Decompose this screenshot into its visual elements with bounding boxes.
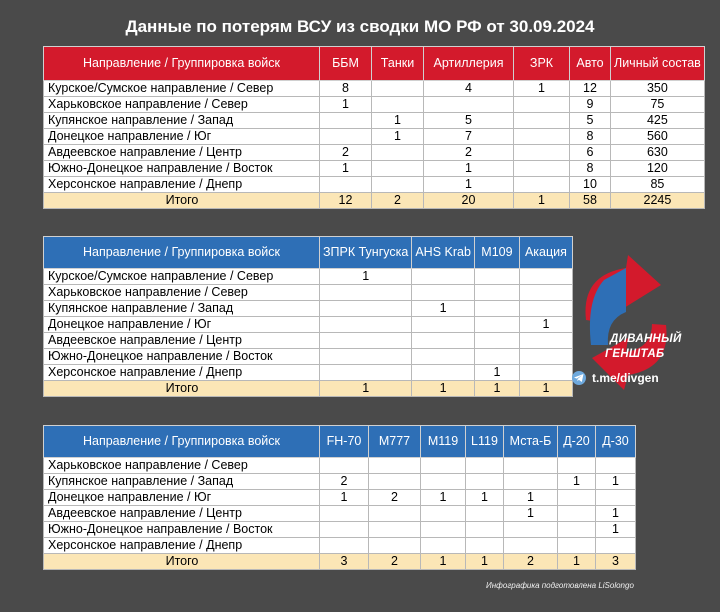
logo-text-line2: ГЕНШТАБ bbox=[605, 348, 665, 360]
total-value: 2 bbox=[504, 554, 558, 570]
direction-cell: Курское/Сумское направление / Север bbox=[44, 269, 320, 285]
column-header: Танки bbox=[372, 47, 424, 81]
column-header: AHS Krab bbox=[412, 237, 475, 269]
table-row bbox=[44, 97, 705, 113]
direction-cell: Купянское направление / Запад bbox=[44, 301, 320, 317]
value-cell: 6 bbox=[570, 145, 611, 161]
direction-cell: Авдеевское направление / Центр bbox=[44, 145, 320, 161]
table-row bbox=[44, 474, 636, 490]
value-cell bbox=[369, 538, 421, 554]
logo-text-line1: ДИВАННЫЙ bbox=[610, 333, 682, 345]
value-cell bbox=[320, 349, 412, 365]
value-cell bbox=[320, 506, 369, 522]
direction-cell: Донецкое направление / Юг bbox=[44, 317, 320, 333]
value-cell bbox=[514, 161, 570, 177]
value-cell bbox=[519, 269, 572, 285]
value-cell bbox=[596, 538, 636, 554]
value-cell: 1 bbox=[320, 269, 412, 285]
column-header-direction: Направление / Группировка войск bbox=[44, 237, 320, 269]
column-header: L119 bbox=[466, 426, 504, 458]
value-cell bbox=[466, 474, 504, 490]
value-cell: 8 bbox=[570, 129, 611, 145]
value-cell: 630 bbox=[611, 145, 705, 161]
credit-text: Инфографика подготовлена LiSolongo bbox=[486, 581, 634, 590]
value-cell bbox=[320, 333, 412, 349]
value-cell: 1 bbox=[504, 506, 558, 522]
value-cell bbox=[320, 458, 369, 474]
value-cell: 1 bbox=[424, 177, 514, 193]
value-cell: 560 bbox=[611, 129, 705, 145]
total-value: 1 bbox=[466, 554, 504, 570]
value-cell bbox=[320, 538, 369, 554]
direction-cell: Херсонское направление / Днепр bbox=[44, 177, 320, 193]
total-value: 1 bbox=[421, 554, 466, 570]
table-row bbox=[44, 177, 705, 193]
column-header: Артиллерия bbox=[424, 47, 514, 81]
table-row bbox=[44, 365, 573, 381]
value-cell bbox=[504, 458, 558, 474]
value-cell: 5 bbox=[424, 113, 514, 129]
table-row bbox=[44, 333, 573, 349]
value-cell bbox=[421, 458, 466, 474]
value-cell: 1 bbox=[372, 113, 424, 129]
value-cell bbox=[424, 97, 514, 113]
total-value: 1 bbox=[412, 381, 475, 397]
value-cell bbox=[519, 301, 572, 317]
value-cell bbox=[320, 129, 372, 145]
column-header-direction: Направление / Группировка войск bbox=[44, 47, 320, 81]
value-cell bbox=[558, 506, 596, 522]
value-cell bbox=[412, 285, 475, 301]
value-cell bbox=[372, 145, 424, 161]
direction-cell: Южно-Донецкое направление / Восток bbox=[44, 161, 320, 177]
value-cell bbox=[466, 458, 504, 474]
value-cell bbox=[372, 177, 424, 193]
table-row bbox=[44, 145, 705, 161]
table-header-row bbox=[44, 426, 636, 458]
value-cell bbox=[596, 490, 636, 506]
total-value: 2 bbox=[372, 193, 424, 209]
value-cell bbox=[372, 97, 424, 113]
total-label: Итого bbox=[44, 193, 320, 209]
value-cell: 9 bbox=[570, 97, 611, 113]
value-cell: 1 bbox=[320, 490, 369, 506]
value-cell bbox=[514, 129, 570, 145]
value-cell: 2 bbox=[320, 474, 369, 490]
value-cell bbox=[421, 474, 466, 490]
total-value: 1 bbox=[558, 554, 596, 570]
value-cell: 1 bbox=[372, 129, 424, 145]
value-cell bbox=[474, 269, 519, 285]
direction-cell: Южно-Донецкое направление / Восток bbox=[44, 349, 320, 365]
value-cell bbox=[466, 506, 504, 522]
total-row bbox=[44, 381, 573, 397]
losses-table-main bbox=[43, 46, 705, 209]
total-row bbox=[44, 554, 636, 570]
value-cell bbox=[514, 97, 570, 113]
value-cell: 1 bbox=[421, 490, 466, 506]
value-cell bbox=[514, 145, 570, 161]
value-cell bbox=[320, 522, 369, 538]
value-cell bbox=[320, 113, 372, 129]
value-cell bbox=[412, 365, 475, 381]
direction-cell: Авдеевское направление / Центр bbox=[44, 506, 320, 522]
direction-cell: Южно-Донецкое направление / Восток bbox=[44, 522, 320, 538]
value-cell bbox=[369, 522, 421, 538]
value-cell bbox=[474, 317, 519, 333]
table-row bbox=[44, 522, 636, 538]
value-cell: 85 bbox=[611, 177, 705, 193]
table-row bbox=[44, 317, 573, 333]
total-value: 58 bbox=[570, 193, 611, 209]
value-cell bbox=[466, 538, 504, 554]
losses-table-artillery-systems bbox=[43, 236, 573, 397]
column-header: Личный состав bbox=[611, 47, 705, 81]
value-cell bbox=[514, 177, 570, 193]
value-cell: 1 bbox=[596, 474, 636, 490]
column-header: Д-30 bbox=[596, 426, 636, 458]
value-cell: 425 bbox=[611, 113, 705, 129]
value-cell bbox=[596, 458, 636, 474]
table-row bbox=[44, 506, 636, 522]
value-cell bbox=[421, 506, 466, 522]
value-cell: 75 bbox=[611, 97, 705, 113]
column-header: ЗПРК Тунгуска bbox=[320, 237, 412, 269]
table-row bbox=[44, 81, 705, 97]
value-cell: 1 bbox=[474, 365, 519, 381]
value-cell bbox=[372, 81, 424, 97]
value-cell bbox=[372, 161, 424, 177]
value-cell: 1 bbox=[596, 522, 636, 538]
direction-cell: Купянское направление / Запад bbox=[44, 113, 320, 129]
direction-cell: Херсонское направление / Днепр bbox=[44, 365, 320, 381]
total-label: Итого bbox=[44, 381, 320, 397]
value-cell: 1 bbox=[596, 506, 636, 522]
total-value: 2245 bbox=[611, 193, 705, 209]
column-header: FH-70 bbox=[320, 426, 369, 458]
value-cell: 120 bbox=[611, 161, 705, 177]
value-cell bbox=[320, 285, 412, 301]
column-header: M777 bbox=[369, 426, 421, 458]
value-cell: 5 bbox=[570, 113, 611, 129]
value-cell: 8 bbox=[570, 161, 611, 177]
value-cell: 1 bbox=[519, 317, 572, 333]
value-cell bbox=[320, 177, 372, 193]
value-cell bbox=[519, 285, 572, 301]
value-cell: 1 bbox=[424, 161, 514, 177]
value-cell bbox=[369, 506, 421, 522]
table-header-row bbox=[44, 47, 705, 81]
total-value: 2 bbox=[369, 554, 421, 570]
table-row bbox=[44, 538, 636, 554]
total-value: 3 bbox=[320, 554, 369, 570]
page-title: Данные по потерям ВСУ из сводки МО РФ от 30.09.2024 bbox=[125, 17, 595, 36]
total-label: Итого bbox=[44, 554, 320, 570]
column-header: Акация bbox=[519, 237, 572, 269]
losses-table-howitzers bbox=[43, 425, 636, 570]
value-cell: 2 bbox=[424, 145, 514, 161]
telegram-link[interactable] bbox=[572, 371, 659, 385]
value-cell bbox=[504, 474, 558, 490]
value-cell: 8 bbox=[320, 81, 372, 97]
table-row bbox=[44, 113, 705, 129]
value-cell: 2 bbox=[369, 490, 421, 506]
table-row bbox=[44, 285, 573, 301]
table-row bbox=[44, 349, 573, 365]
table-row bbox=[44, 301, 573, 317]
column-header: ББМ bbox=[320, 47, 372, 81]
direction-cell: Харьковское направление / Север bbox=[44, 97, 320, 113]
value-cell: 1 bbox=[514, 81, 570, 97]
value-cell bbox=[504, 522, 558, 538]
total-value: 20 bbox=[424, 193, 514, 209]
value-cell bbox=[558, 490, 596, 506]
value-cell: 4 bbox=[424, 81, 514, 97]
table-row bbox=[44, 458, 636, 474]
column-header: M119 bbox=[421, 426, 466, 458]
value-cell bbox=[466, 522, 504, 538]
value-cell bbox=[421, 538, 466, 554]
total-value: 1 bbox=[320, 381, 412, 397]
direction-cell: Донецкое направление / Юг bbox=[44, 490, 320, 506]
direction-cell: Авдеевское направление / Центр bbox=[44, 333, 320, 349]
value-cell bbox=[474, 333, 519, 349]
total-value: 1 bbox=[474, 381, 519, 397]
total-value: 1 bbox=[519, 381, 572, 397]
direction-cell: Харьковское направление / Север bbox=[44, 458, 320, 474]
column-header: Авто bbox=[570, 47, 611, 81]
value-cell bbox=[514, 113, 570, 129]
value-cell bbox=[369, 474, 421, 490]
value-cell: 1 bbox=[320, 161, 372, 177]
value-cell bbox=[412, 333, 475, 349]
value-cell bbox=[412, 317, 475, 333]
total-value: 1 bbox=[514, 193, 570, 209]
value-cell: 1 bbox=[504, 490, 558, 506]
telegram-link-text[interactable]: t.me/divgen bbox=[592, 371, 659, 385]
value-cell bbox=[558, 458, 596, 474]
value-cell bbox=[320, 365, 412, 381]
value-cell bbox=[474, 285, 519, 301]
value-cell bbox=[519, 333, 572, 349]
total-value: 12 bbox=[320, 193, 372, 209]
value-cell bbox=[474, 349, 519, 365]
value-cell bbox=[412, 269, 475, 285]
direction-cell: Курское/Сумское направление / Север bbox=[44, 81, 320, 97]
value-cell: 10 bbox=[570, 177, 611, 193]
direction-cell: Харьковское направление / Север bbox=[44, 285, 320, 301]
total-value: 3 bbox=[596, 554, 636, 570]
column-header: ЗРК bbox=[514, 47, 570, 81]
total-row bbox=[44, 193, 705, 209]
table-row bbox=[44, 161, 705, 177]
value-cell: 350 bbox=[611, 81, 705, 97]
direction-cell: Купянское направление / Запад bbox=[44, 474, 320, 490]
value-cell bbox=[519, 365, 572, 381]
value-cell: 1 bbox=[558, 474, 596, 490]
column-header-direction: Направление / Группировка войск bbox=[44, 426, 320, 458]
value-cell bbox=[504, 538, 558, 554]
value-cell bbox=[558, 522, 596, 538]
telegram-icon bbox=[572, 371, 586, 385]
value-cell bbox=[519, 349, 572, 365]
value-cell: 1 bbox=[466, 490, 504, 506]
column-header: Д-20 bbox=[558, 426, 596, 458]
value-cell: 1 bbox=[320, 97, 372, 113]
direction-cell: Донецкое направление / Юг bbox=[44, 129, 320, 145]
value-cell bbox=[558, 538, 596, 554]
table-row bbox=[44, 129, 705, 145]
value-cell bbox=[412, 349, 475, 365]
value-cell: 12 bbox=[570, 81, 611, 97]
value-cell: 1 bbox=[412, 301, 475, 317]
column-header: M109 bbox=[474, 237, 519, 269]
value-cell: 7 bbox=[424, 129, 514, 145]
table-row bbox=[44, 490, 636, 506]
value-cell bbox=[421, 522, 466, 538]
table-header-row bbox=[44, 237, 573, 269]
value-cell bbox=[369, 458, 421, 474]
value-cell bbox=[474, 301, 519, 317]
table-row bbox=[44, 269, 573, 285]
column-header: Мста-Б bbox=[504, 426, 558, 458]
value-cell bbox=[320, 317, 412, 333]
value-cell: 2 bbox=[320, 145, 372, 161]
value-cell bbox=[320, 301, 412, 317]
direction-cell: Херсонское направление / Днепр bbox=[44, 538, 320, 554]
